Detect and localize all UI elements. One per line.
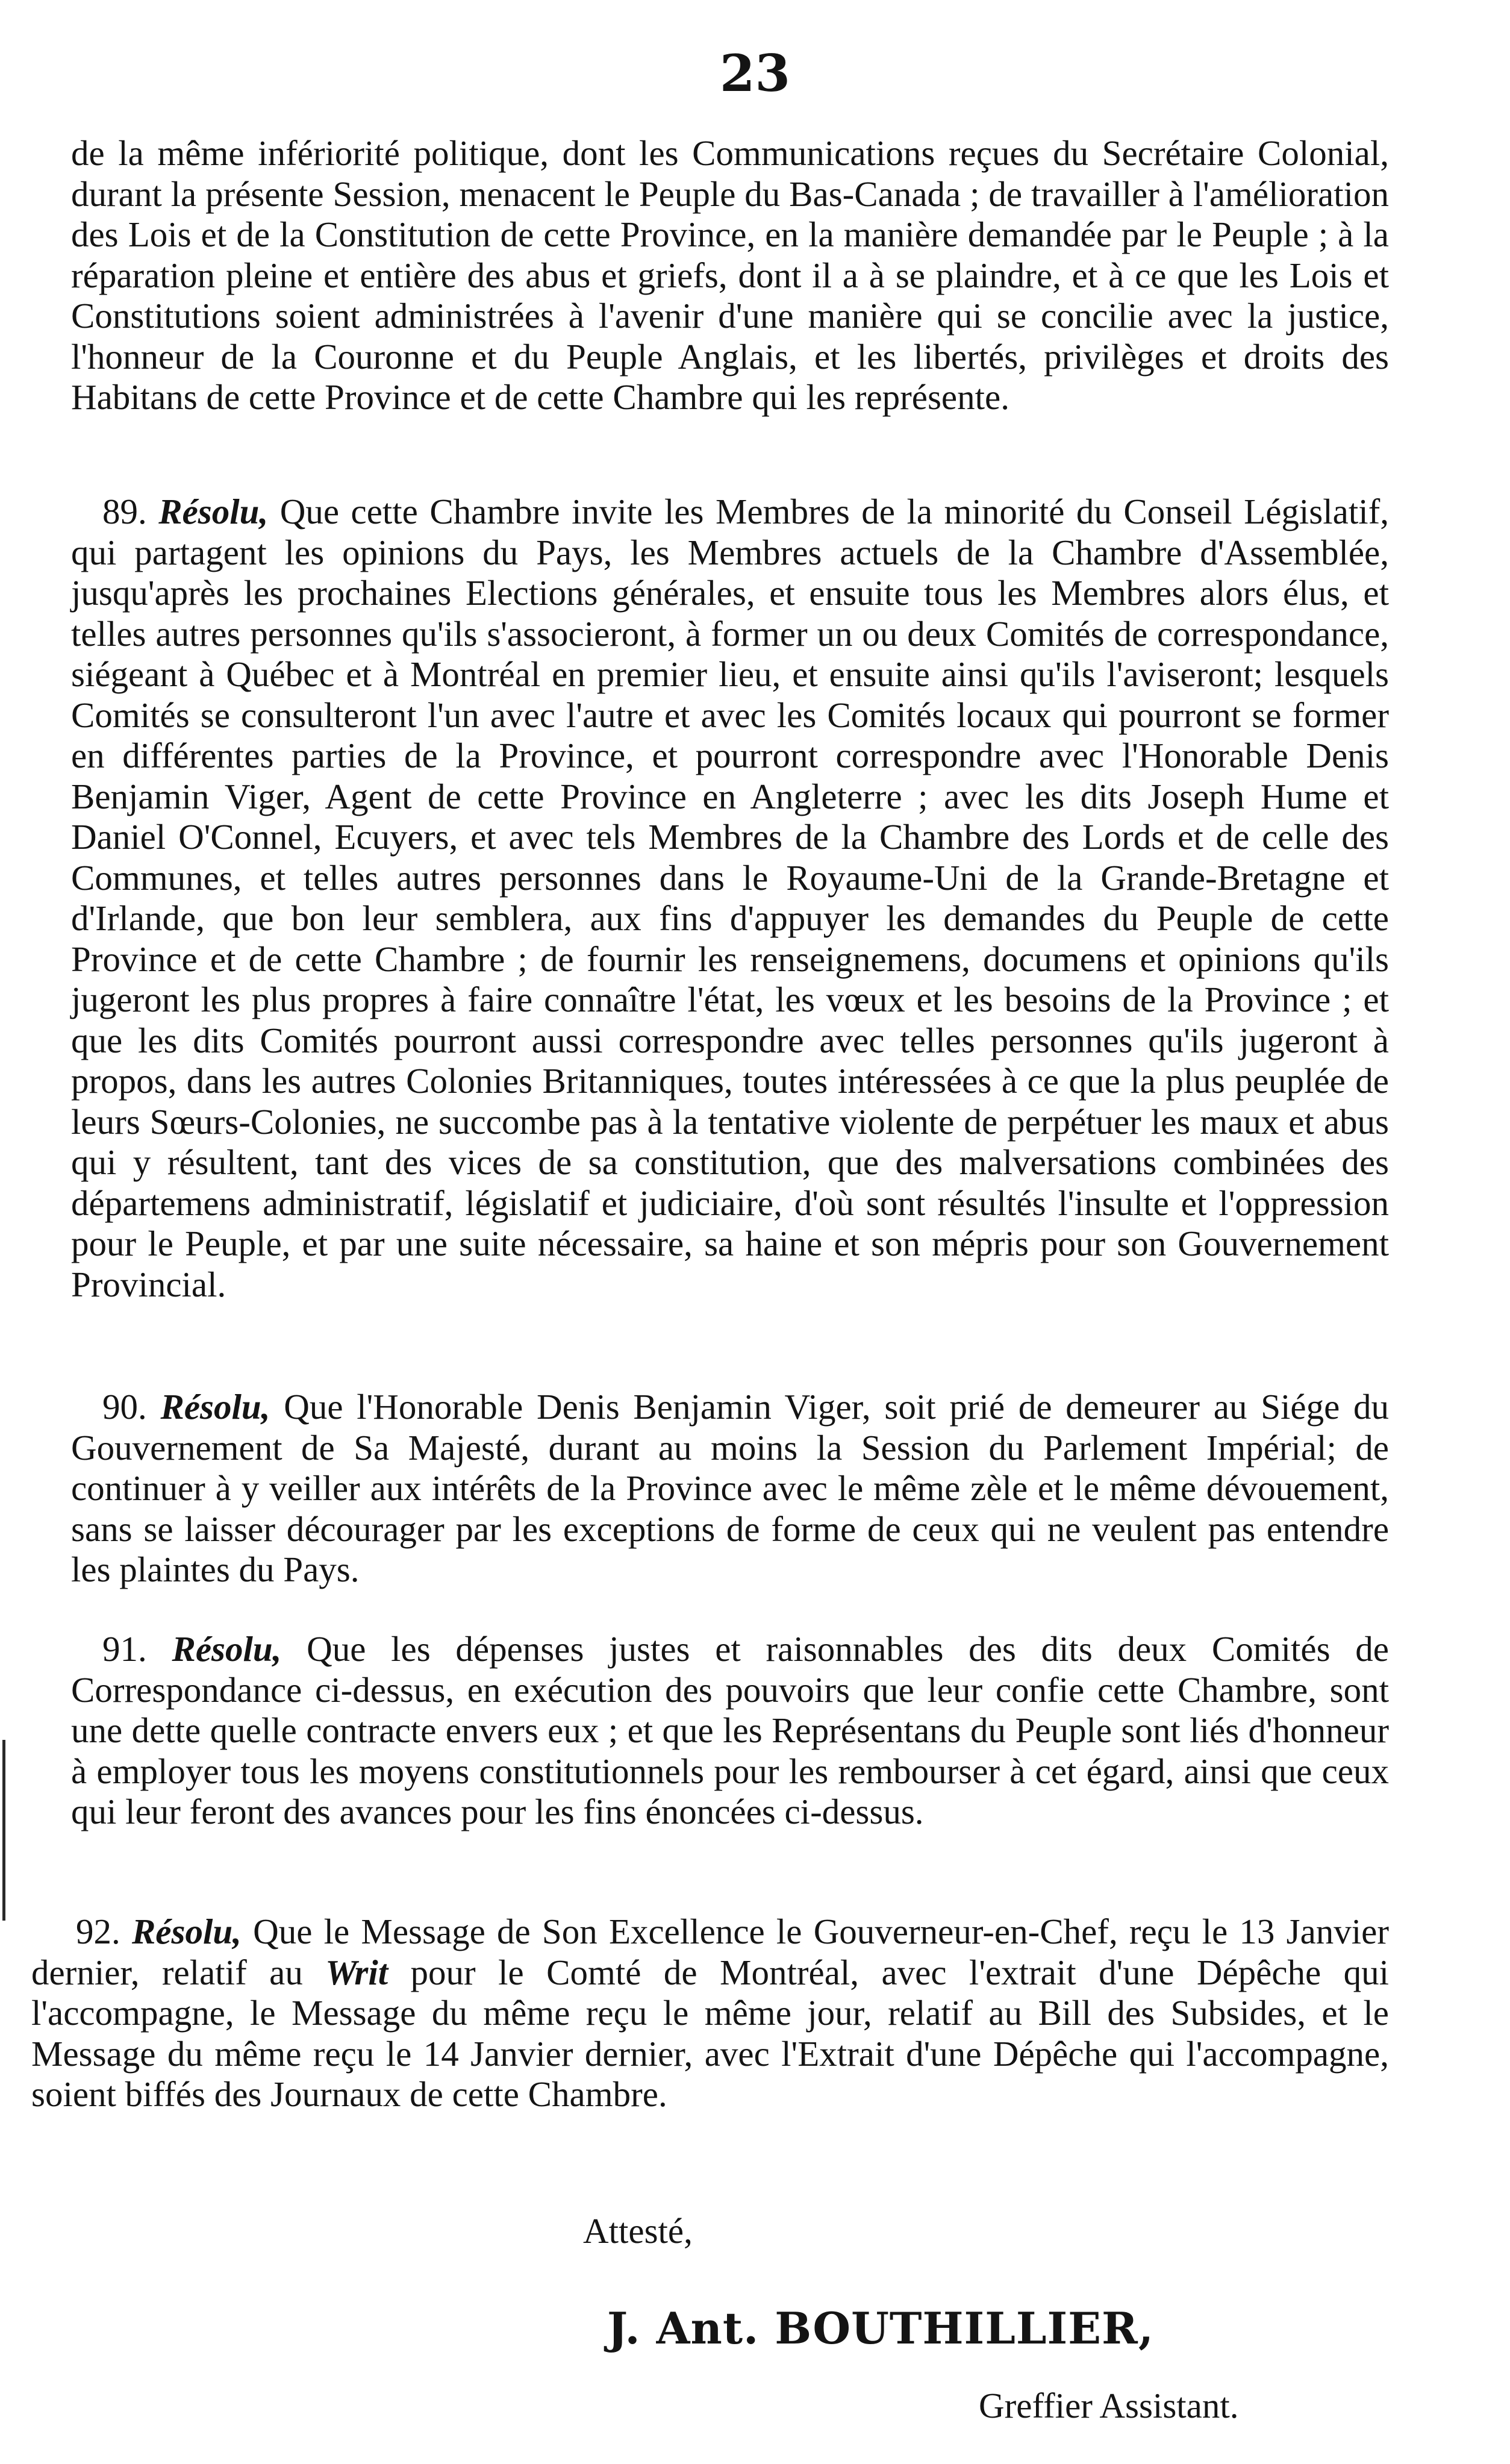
resolution-92-number: 92. (76, 1912, 120, 1951)
resolution-91-text: Que les dépenses justes et raisonnables des dits deux Comités de Correspondance ci-dessus, en exécution des pouvoirs que leur confie cette Chambre, sont une dette quelle contracte envers eux ; et que les Représentans du Peuple sont liés d'honneur à employer tous les moyens constitutionnels pour les rembourser à cet égard, ainsi que ceux qui leur feront des avances pour les fins énoncées ci-dessus. (71, 1629, 1389, 1831)
resolution-90-resolu: Résolu, (160, 1387, 270, 1427)
attestation: Attesté, (583, 2211, 693, 2251)
resolution-92-text-before: Que le Message de Son Excellence le Gouverneur-en-Chef, reçu le 13 Janvier dernier, relatif au (31, 1912, 1389, 1992)
resolution-92-resolu: Résolu, (131, 1912, 242, 1951)
resolution-92-writ: Writ (325, 1952, 388, 1992)
resolution-91 (71, 1629, 1389, 1833)
signature-title: Greffier Assistant. (979, 2386, 1239, 2425)
resolution-89-resolu: Résolu, (158, 492, 269, 531)
paragraph-continuation (71, 133, 1389, 418)
paragraph-continuation-text: de la même infériorité politique, dont les Communications reçues du Secrétaire Colonial, durant la présente Session, menacent le Peuple du Bas-Canada ; de travailler à l'amélioration des Lois et de la Constitution de cette Province, en la manière demandée par le Peuple ; à la réparation pleine et entière des abus et griefs, dont il a à se plaindre, et à ce que les Lois et Constitutions soient administrées à l'avenir d'une manière qui se concilie avec la justice, l'honneur de la Couronne et du Peuple Anglais, et les libertés, privilèges et droits des Habitans de cette Province et de cette Chambre qui les représente. (71, 133, 1389, 417)
resolution-89-text: Que cette Chambre invite les Membres de la minorité du Conseil Législatif, qui partagent les opinions du Pays, les Membres actuels de la Chambre d'Assemblée, jusqu'après les prochaines Elections générales, et ensuite tous les Membres alors élus, et telles autres personnes qu'ils s'associeront, à former un ou deux Comités de correspondance, siégeant à Québec et à Montréal en premier lieu, et ensuite ainsi qu'ils l'aviseront; lesquels Comités se consulteront l'un avec l'autre et avec les Comités locaux qui pourront se former en différentes parties de la Province, et pourront correspondre avec l'Honorable Denis Benjamin Viger, Agent de cette Province en Angleterre ; avec les dits Joseph Hume et Daniel O'Connel, Ecuyers, et avec tels Membres de la Chambre des Lords et de celle des Communes, et telles autres personnes dans le Royaume-Uni de la Grande-Bretagne et d'Irlande, que bon leur semblera, aux fins d'appuyer les demandes du Peuple de cette Province et de cette Chambre ; de fournir les renseignemens, documens et opinions qu'ils jugeront les plus propres à faire connaître l'état, les vœux et les besoins de la Province ; et que les dits Comités pourront aussi correspondre avec telles personnes qu'ils jugeront à propos, dans les autres Colonies Britanniques, toutes intéressées à ce que la plus peuplée de leurs Sœurs-Colonies, ne succombe pas à la tentative violente de perpétuer les maux et abus qui y résultent, tant des vices de sa constitution, que des malversations combinées des départemens administratif, législatif et judiciaire, d'où sont résultés l'insulte et l'oppression pour le Peuple, et par une suite nécessaire, sa haine et son mépris pour son Gouvernement Provincial. (71, 492, 1390, 1304)
resolution-89-number: 89. (102, 492, 147, 531)
resolution-91-resolu: Résolu, (172, 1629, 282, 1669)
signature-name: J. Ant. BOUTHILLIER, (607, 2303, 1154, 2354)
resolution-90-text: Que l'Honorable Denis Benjamin Viger, soit prié de demeurer au Siége du Gouvernement de Sa Majesté, durant au moins la Session du Parlement Impérial; de continuer à y veiller aux intérêts de la Province avec le même zèle et le même dévouement, sans se laisser décourager par les exceptions de forme de ceux qui ne veulent pas entendre les plaintes du Pays. (71, 1387, 1390, 1589)
resolution-92-text-after: pour le Comté de Montréal, avec l'extrait d'une Dépêche qui l'accompagne, le Message du même reçu le même jour, relatif au Bill des Subsides, et le Message du même reçu le 14 Janvier dernier, avec l'Extrait d'une Dépêche qui l'accompagne, soient biffés des Journaux de cette Chambre. (31, 1952, 1390, 2114)
resolution-90 (71, 1387, 1389, 1590)
resolution-91-number: 91. (102, 1629, 147, 1669)
resolution-90-number: 90. (102, 1387, 147, 1427)
page-number: 23 (720, 43, 790, 103)
resolution-92 (31, 1912, 1389, 2115)
resolution-89 (71, 492, 1389, 1305)
margin-mark (2, 1740, 5, 1921)
